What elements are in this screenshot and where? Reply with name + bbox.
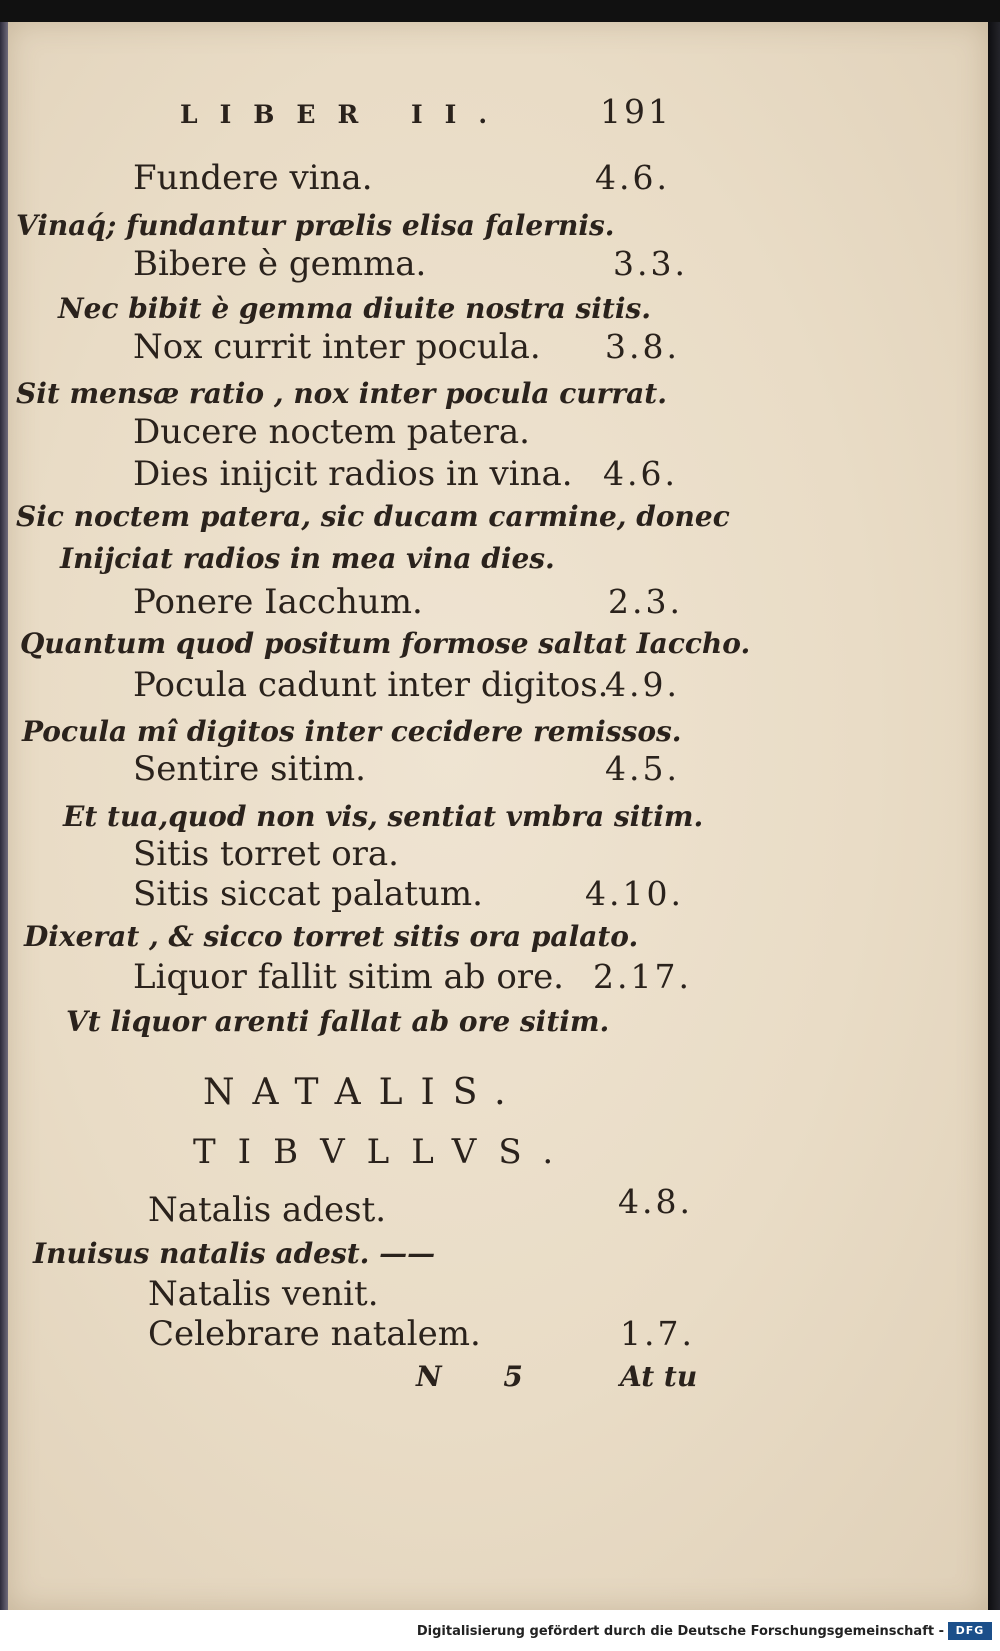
entry-phrase: Ponere Iacchum. bbox=[133, 582, 423, 622]
running-head: LIBER II. bbox=[180, 100, 510, 129]
entry-quotation: Vt liquor arenti fallat ab ore sitim. bbox=[66, 1005, 610, 1038]
entry-phrase: Sitis torret ora. bbox=[133, 834, 399, 874]
entry-quotation: Quantum quod positum formose saltat Iaccho. bbox=[20, 627, 751, 660]
folio-number: 191 bbox=[600, 92, 672, 131]
entry-reference: 2.3. bbox=[608, 582, 683, 621]
entry-quotation: Dixerat , & sicco torret sitis ora palato. bbox=[24, 920, 639, 953]
entry-phrase: Sentire sitim. bbox=[133, 749, 366, 789]
entry-reference: 4.5. bbox=[605, 749, 680, 788]
entry-reference: 3.3. bbox=[613, 244, 688, 283]
entry-quotation: Sic noctem patera, sic ducam carmine, donec bbox=[16, 500, 730, 533]
entry-quotation: Inuisus natalis adest. —— bbox=[33, 1237, 436, 1270]
section-title: NATALIS. bbox=[203, 1072, 524, 1113]
entry-reference: 4.9. bbox=[605, 665, 680, 704]
entry-phrase: Fundere vina. bbox=[133, 158, 373, 198]
author-heading: TIBVLLVS. bbox=[193, 1132, 576, 1172]
book-page bbox=[8, 22, 988, 1610]
entry-reference: 4.10. bbox=[585, 874, 684, 913]
entry-phrase: Bibere è gemma. bbox=[133, 244, 427, 284]
entry-phrase: Liquor fallit sitim ab ore. bbox=[133, 957, 564, 997]
signature-mark: N 5 bbox=[416, 1360, 549, 1393]
entry-quotation: Nec bibit è gemma diuite nostra sitis. bbox=[58, 292, 651, 325]
entry-reference: 4.8. bbox=[618, 1182, 693, 1221]
entry-phrase: Nox currit inter pocula. bbox=[133, 327, 541, 367]
entry-phrase: Sitis siccat palatum. bbox=[133, 874, 483, 914]
entry-quotation: Pocula mî digitos inter cecidere remissos. bbox=[22, 715, 682, 748]
entry-reference: 2.17. bbox=[593, 957, 692, 996]
dfg-logo: DFG bbox=[948, 1622, 992, 1640]
entry-phrase: Natalis venit. bbox=[148, 1274, 379, 1314]
entry-phrase: Ducere noctem patera. bbox=[133, 412, 530, 452]
book-right-edge bbox=[988, 22, 1000, 1610]
entry-quotation: Inijciat radios in mea vina dies. bbox=[60, 542, 555, 575]
entry-quotation: Sit mensæ ratio , nox inter pocula currat. bbox=[16, 377, 667, 410]
entry-phrase: Celebrare natalem. bbox=[148, 1314, 481, 1354]
entry-reference: 3.8. bbox=[605, 327, 680, 366]
entry-reference: 4.6. bbox=[603, 454, 678, 493]
entry-quotation: Et tua,quod non vis, sentiat vmbra sitim. bbox=[63, 800, 704, 833]
entry-phrase: Natalis adest. bbox=[148, 1190, 387, 1230]
entry-phrase: Dies inijcit radios in vina. bbox=[133, 454, 573, 494]
catchword: At tu bbox=[620, 1360, 698, 1393]
digitization-footer bbox=[0, 1610, 1000, 1651]
entry-phrase: Pocula cadunt inter digitos. bbox=[133, 665, 609, 705]
entry-reference: 1.7. bbox=[620, 1314, 695, 1353]
funding-note: Digitalisierung gefördert durch die Deutsche Forschungsgemeinschaft - bbox=[416, 1624, 944, 1639]
entry-quotation: Vinaq́; fundantur prælis elisa falernis. bbox=[16, 209, 615, 242]
entry-reference: 4.6. bbox=[595, 158, 670, 197]
book-left-edge bbox=[0, 22, 8, 1610]
